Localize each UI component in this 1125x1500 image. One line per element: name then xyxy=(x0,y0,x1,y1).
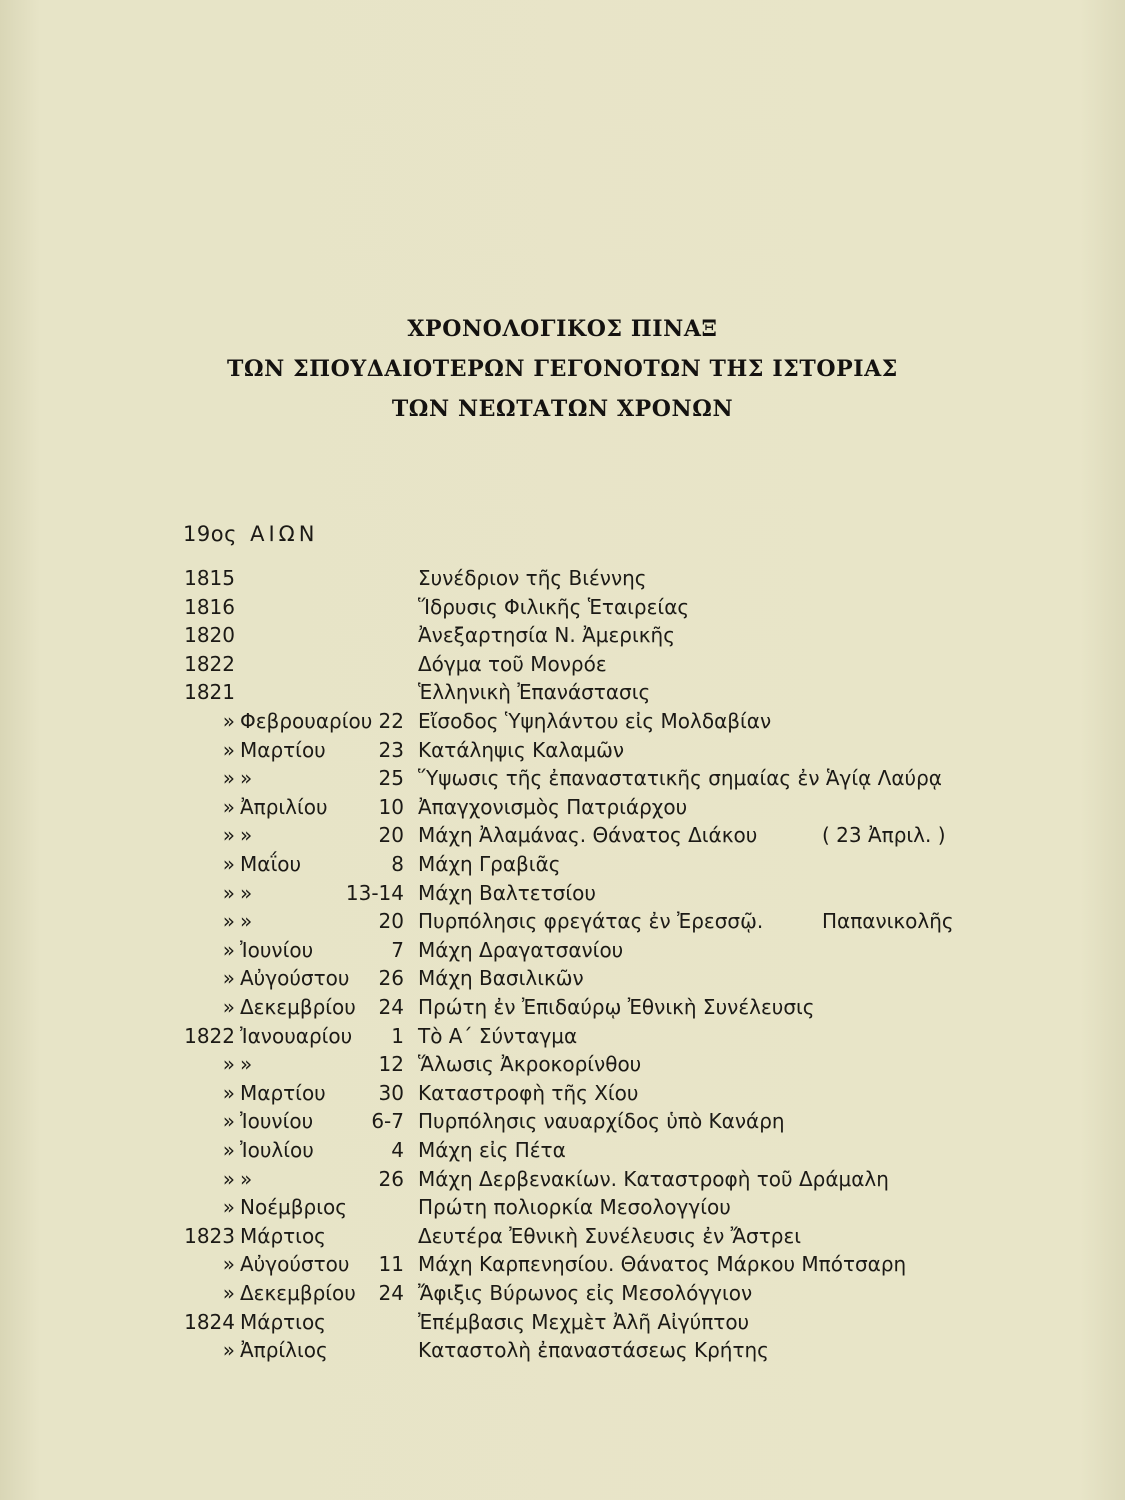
row-month: Αὐγούστου xyxy=(240,1252,350,1276)
row-event: Μάχη Βασιλικῶν xyxy=(418,966,584,990)
row-event: Ἄφιξις Βύρωνος εἰς Μεσολόγγιον xyxy=(418,1281,753,1305)
row-month: Ἰανουαρίου xyxy=(240,1024,353,1048)
row-event: Πυρπόλησις ναυαρχίδος ὑπὸ Κανάρη xyxy=(418,1109,785,1133)
row-year: 1823 xyxy=(184,1224,235,1248)
row-event: Ἑλληνικὴ Ἐπανάστασις xyxy=(418,680,651,704)
row-day: 6-7 xyxy=(371,1109,404,1133)
row-month: Μάρτιος xyxy=(240,1310,326,1334)
row-year: » xyxy=(222,1138,235,1162)
row-year: » xyxy=(222,1338,235,1362)
row-month: Μάρτιος xyxy=(240,1224,326,1248)
row-day: 26 xyxy=(378,1167,404,1191)
row-month: » xyxy=(240,1052,253,1076)
row-day: 11 xyxy=(378,1252,404,1276)
chronology-row xyxy=(0,879,1125,907)
row-year: » xyxy=(222,1252,235,1276)
row-day: 20 xyxy=(378,909,404,933)
row-year: » xyxy=(222,995,235,1019)
row-day: 26 xyxy=(378,966,404,990)
chronology-row xyxy=(0,1165,1125,1193)
row-day: 1 xyxy=(391,1024,404,1048)
chronology-row xyxy=(0,564,1125,592)
century-label: ΑΙΩΝ xyxy=(250,522,319,546)
row-month: Ἰουνίου xyxy=(240,1109,314,1133)
row-event: Κατάληψις Καλαμῶν xyxy=(418,738,625,762)
row-day: 25 xyxy=(378,766,404,790)
row-event: Μάχη Γραβιᾶς xyxy=(418,852,561,876)
row-day: 23 xyxy=(378,738,404,762)
chronology-row xyxy=(0,1107,1125,1135)
row-day: 10 xyxy=(378,795,404,819)
page-title-line-2: ΤΩΝ ΣΠΟΥΔΑΙΟΤΕΡΩΝ ΓΕΓΟΝΟΤΩΝ ΤΗΣ ΙΣΤΟΡΙΑΣ xyxy=(227,356,898,382)
row-year: 1822 xyxy=(184,652,235,676)
chronology-row xyxy=(0,907,1125,935)
row-event: Ὕψωσις τῆς ἐπαναστατικῆς σημαίας ἐν Ἁγίᾳ Λαύρᾳ xyxy=(418,766,942,790)
row-month: » xyxy=(240,766,253,790)
row-month: » xyxy=(240,909,253,933)
row-year: » xyxy=(222,738,235,762)
row-year: » xyxy=(222,938,235,962)
row-day: 12 xyxy=(378,1052,404,1076)
row-day: 24 xyxy=(378,995,404,1019)
row-event: Ἀνεξαρτησία Ν. Ἀμερικῆς xyxy=(418,623,675,647)
row-note: Παπανικολῆς xyxy=(822,909,954,933)
row-event: Πρώτη πολιορκία Μεσολογγίου xyxy=(418,1195,731,1219)
row-month: Μαρτίου xyxy=(240,1081,326,1105)
chronology-row xyxy=(0,1336,1125,1364)
row-event: Μάχη Δερβενακίων. Καταστροφὴ τοῦ Δράμαλη xyxy=(418,1167,889,1191)
row-year: 1824 xyxy=(184,1310,235,1334)
row-month: Ἰουνίου xyxy=(240,938,314,962)
row-event: Ἐπέμβασις Μεχμὲτ Ἀλῆ Αἰγύπτου xyxy=(418,1310,750,1334)
row-month: Δεκεμβρίου xyxy=(240,995,356,1019)
chronology-row xyxy=(0,1250,1125,1278)
row-event: Δευτέρα Ἐθνικὴ Συνέλευσις ἐν Ἄστρει xyxy=(418,1224,802,1248)
row-month: Ἀπρίλιος xyxy=(240,1338,328,1362)
row-year: » xyxy=(222,1109,235,1133)
row-month: Μαΐου xyxy=(240,852,302,876)
row-year: » xyxy=(222,795,235,819)
chronology-row xyxy=(0,678,1125,706)
chronology-row xyxy=(0,1022,1125,1050)
row-day: 13-14 xyxy=(345,881,404,905)
chronology-row xyxy=(0,821,1125,849)
row-event: Ἅλωσις Ἀκροκορίνθου xyxy=(418,1052,642,1076)
row-day: 8 xyxy=(391,852,404,876)
row-event: Καταστροφὴ τῆς Χίου xyxy=(418,1081,639,1105)
row-note: ( 23 Ἀπριλ. ) xyxy=(822,823,946,847)
row-event: Μάχη Βαλτετσίου xyxy=(418,881,596,905)
chronology-row xyxy=(0,1279,1125,1307)
chronology-row xyxy=(0,593,1125,621)
chronology-row xyxy=(0,736,1125,764)
row-month: » xyxy=(240,1167,253,1191)
row-year: 1816 xyxy=(184,595,235,619)
chronology-row xyxy=(0,621,1125,649)
row-month: » xyxy=(240,881,253,905)
row-day: 24 xyxy=(378,1281,404,1305)
chronology-row xyxy=(0,1050,1125,1078)
row-day: 20 xyxy=(378,823,404,847)
row-day: 4 xyxy=(391,1138,404,1162)
row-year: » xyxy=(222,909,235,933)
row-event: Μάχη Ἀλαμάνας. Θάνατος Διάκου xyxy=(418,823,758,847)
row-month: » xyxy=(240,823,253,847)
row-year: » xyxy=(222,823,235,847)
row-event: Εἴσοδος Ὑψηλάντου εἰς Μολδαβίαν xyxy=(418,709,772,733)
row-month: Νοέμβριος xyxy=(240,1195,347,1219)
row-year: » xyxy=(222,1195,235,1219)
chronology-row xyxy=(0,850,1125,878)
chronology-row xyxy=(0,1079,1125,1107)
row-month: Αὐγούστου xyxy=(240,966,350,990)
row-year: » xyxy=(222,966,235,990)
row-month: Ἀπριλίου xyxy=(240,795,328,819)
row-year: 1820 xyxy=(184,623,235,647)
row-month: Μαρτίου xyxy=(240,738,326,762)
row-year: 1822 xyxy=(184,1024,235,1048)
page-title-line-1: ΧΡΟΝΟΛΟΓΙΚΟΣ ΠΙΝΑΞ xyxy=(407,316,718,342)
century-heading xyxy=(183,522,318,546)
row-event: Πρώτη ἐν Ἐπιδαύρῳ Ἐθνικὴ Συνέλευσις xyxy=(418,995,815,1019)
chronology-row xyxy=(0,936,1125,964)
row-event: Συνέδριον τῆς Βιέννης xyxy=(418,566,647,590)
chronology-row xyxy=(0,793,1125,821)
row-event: Δόγμα τοῦ Μονρόε xyxy=(418,652,607,676)
chronology-row xyxy=(0,707,1125,735)
chronology-row xyxy=(0,650,1125,678)
row-month: Φεβρουαρίου xyxy=(240,709,373,733)
row-month: Ἰουλίου xyxy=(240,1138,314,1162)
chronology-row xyxy=(0,1193,1125,1221)
chronology-row xyxy=(0,1136,1125,1164)
row-event: Πυρπόλησις φρεγάτας ἐν Ἐρεσσῷ. xyxy=(418,909,764,933)
row-event: Τὸ Α΄ Σύνταγμα xyxy=(418,1024,578,1048)
page-title-line-3: ΤΩΝ ΝΕΩΤΑΤΩΝ ΧΡΟΝΩΝ xyxy=(391,396,734,422)
row-month: Δεκεμβρίου xyxy=(240,1281,356,1305)
row-year: 1821 xyxy=(184,680,235,704)
row-day: 22 xyxy=(378,709,404,733)
row-day: 30 xyxy=(378,1081,404,1105)
row-event: Μάχη Δραγατσανίου xyxy=(418,938,624,962)
chronology-row xyxy=(0,1222,1125,1250)
chronology-row xyxy=(0,993,1125,1021)
row-year: » xyxy=(222,766,235,790)
row-year: » xyxy=(222,1281,235,1305)
row-event: Καταστολὴ ἐπαναστάσεως Κρήτης xyxy=(418,1338,769,1362)
century-number: 19ος xyxy=(183,522,237,546)
row-year: » xyxy=(222,1167,235,1191)
row-event: Μάχη εἰς Πέτα xyxy=(418,1138,566,1162)
chronology-row xyxy=(0,764,1125,792)
row-year: » xyxy=(222,1081,235,1105)
row-event: Ἵδρυσις Φιλικῆς Ἑταιρείας xyxy=(418,595,690,619)
chronology-row xyxy=(0,1308,1125,1336)
row-year: 1815 xyxy=(184,566,235,590)
row-event: Μάχη Καρπενησίου. Θάνατος Μάρκου Μπότσαρη xyxy=(418,1252,907,1276)
row-event: Ἀπαγχονισμὸς Πατριάρχου xyxy=(418,795,688,819)
row-year: » xyxy=(222,1052,235,1076)
row-year: » xyxy=(222,881,235,905)
chronology-row xyxy=(0,964,1125,992)
row-day: 7 xyxy=(391,938,404,962)
row-year: » xyxy=(222,852,235,876)
row-year: » xyxy=(222,709,235,733)
